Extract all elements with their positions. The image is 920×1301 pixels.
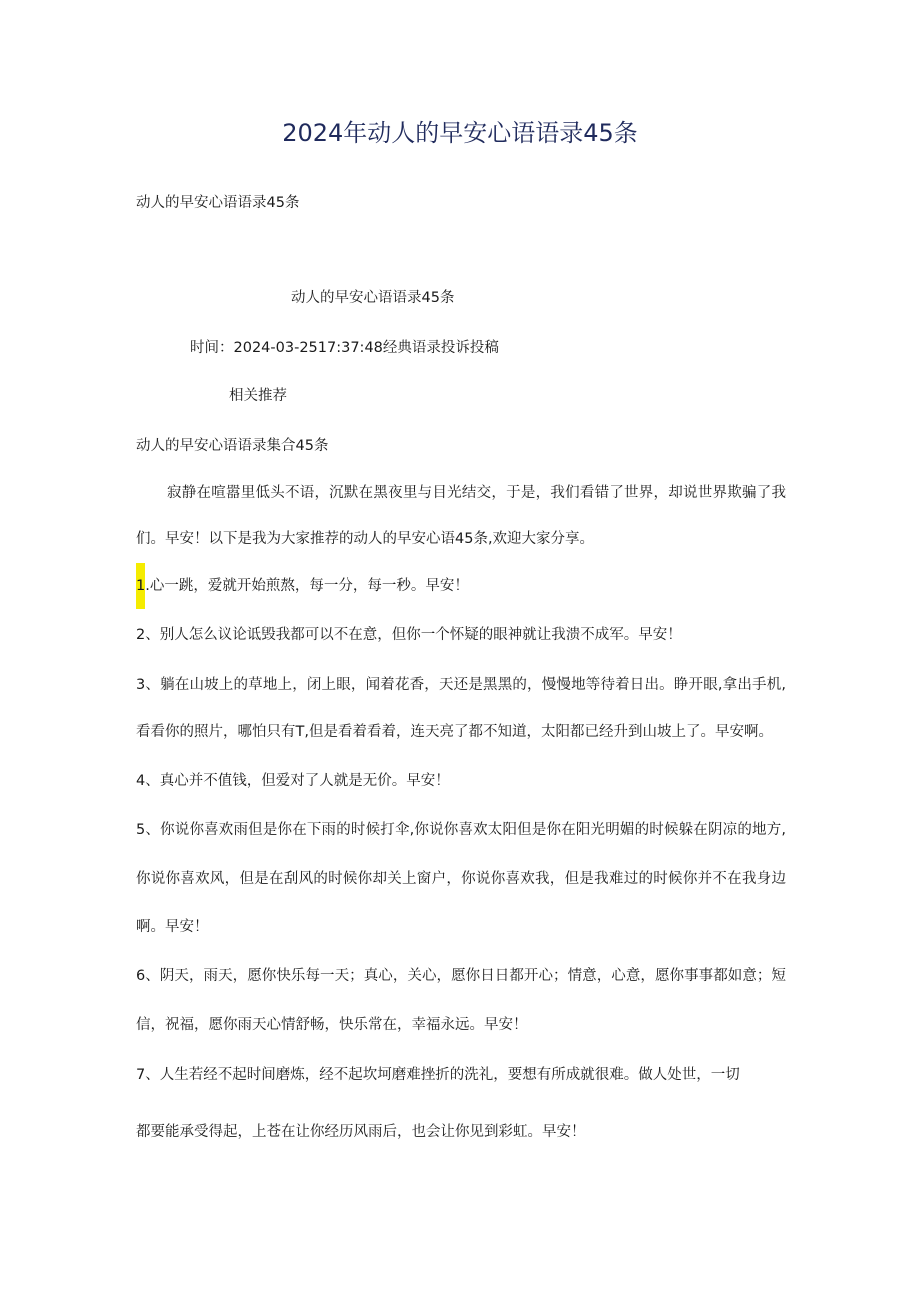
list-item-1-text: .心一跳，爱就开始煎熬，每一分，每一秒。早安！: [145, 578, 469, 594]
list-item-4: 4、真心并不值钱，但爱对了人就是无价。早安！: [136, 773, 450, 789]
list-item-7-line-1: 7、人生若经不起时间磨炼，经不起坎坷磨难挫折的洗礼，要想有所成就很难。做人处世，一切: [136, 1067, 740, 1083]
collection-heading: 动人的早安心语语录集合45条: [136, 438, 329, 454]
list-item-7-line-2: 都要能承受得起，上苍在让你经历风雨后，也会让你见到彩虹。早安！: [136, 1124, 586, 1140]
list-item-3-line-2: 看看你的照片，哪怕只有T,但是看着看着，连天亮了都不知道，太阳都已经升到山坡上了。早安啊。: [136, 724, 773, 740]
list-item-5-line-3: 啊。早安！: [136, 919, 209, 935]
list-item-3-line-1: 3、躺在山坡上的草地上，闭上眼，闻着花香，天还是黑黑的，慢慢地等待着日出。睁开眼,拿出手机,: [136, 677, 786, 693]
inner-title: 动人的早安心语语录45条: [291, 290, 455, 306]
intro-line-1: 寂静在喧嚣里低头不语，沉默在黑夜里与目光结交，于是，我们看错了世界，却说世界欺骗了我: [167, 485, 786, 501]
related-label: 相关推荐: [229, 388, 287, 404]
highlight-mark: 1: [136, 563, 145, 609]
list-item-2: 2、别人怎么议论诋毁我都可以不在意，但你一个怀疑的眼神就让我溃不成军。早安！: [136, 627, 682, 643]
list-item-1: [136, 576, 469, 596]
list-item-5-line-2: 你说你喜欢风，但是在刮风的时候你却关上窗户，你说你喜欢我，但是我难过的时候你并不在我身边: [136, 871, 786, 887]
intro-line-2: 们。早安！以下是我为大家推荐的动人的早安心语45条,欢迎大家分享。: [136, 531, 595, 547]
list-item-6-line-1: 6、阴天，雨天，愿你快乐每一天；真心，关心，愿你日日都开心；情意，心意，愿你事事都如意；短: [136, 968, 786, 984]
list-item-6-line-2: 信，祝福，愿你雨天心情舒畅，快乐常在，幸福永远。早安！: [136, 1017, 528, 1033]
document-subtitle: 动人的早安心语语录45条: [136, 195, 300, 211]
list-item-5-line-1: 5、你说你喜欢雨但是你在下雨的时候打伞,你说你喜欢太阳但是你在阳光明媚的时候躲在阴凉的地方,: [136, 822, 786, 838]
document-title: 2024年动人的早安心语语录45条: [282, 119, 638, 147]
meta-line: 时间：2024-03-2517:37:48经典语录投诉投稿: [190, 340, 499, 356]
